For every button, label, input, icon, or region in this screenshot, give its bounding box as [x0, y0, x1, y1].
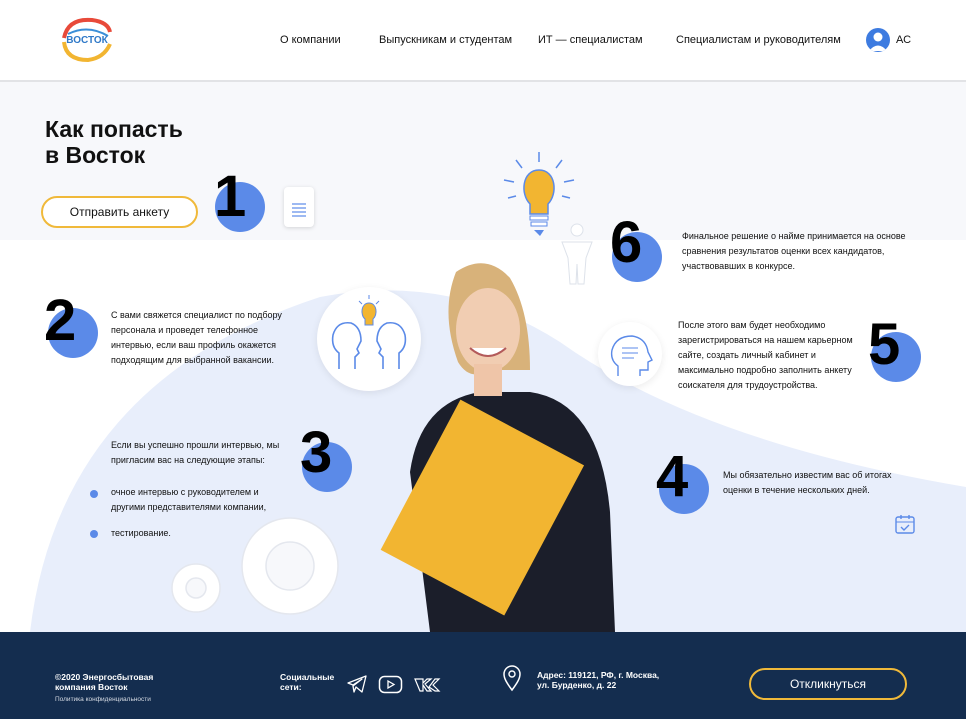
- step3-bullet-dot: [90, 530, 98, 538]
- step1-number: 1: [214, 164, 247, 229]
- step5-text: После этого вам будет необходимо зарегистрироваться на нашем карьерном сайте, создать личный кабинет и максимально подробно заполнить анкету соискателя для трудоустройства.: [678, 320, 853, 390]
- step6-text: Финальное решение о найме принимается на основе сравнения результатов оценки всех кандидатов, участвовавших в конкурсе.: [682, 231, 906, 271]
- company-logo[interactable]: [58, 14, 116, 64]
- hero-section: [0, 82, 966, 632]
- user-initials[interactable]: АС: [896, 34, 912, 46]
- step5-number: 5: [868, 312, 901, 377]
- step3-bullet-dot: [90, 490, 98, 498]
- site-header: [0, 0, 966, 82]
- step6-number: 6: [610, 210, 643, 275]
- nav-graduates[interactable]: Выпускникам и студентам: [379, 34, 513, 46]
- address: Адрес: 119121, РФ, г. Москва, ул. Бурденко, д. 22: [537, 670, 660, 690]
- head-profile-icon: [598, 322, 662, 386]
- woman-photo: [370, 252, 620, 632]
- step4-number: 4: [656, 444, 689, 509]
- user-icon[interactable]: [866, 28, 890, 52]
- logo-text: ВОСТОК: [66, 35, 108, 46]
- copyright: ©2020 Энергосбытовая компания Восток: [55, 672, 154, 692]
- telegram-icon[interactable]: [346, 674, 368, 694]
- respond-button[interactable]: Откликнуться: [749, 668, 907, 700]
- step2-number: 2: [44, 288, 77, 353]
- document-icon: [284, 187, 314, 227]
- site-footer: [0, 632, 966, 719]
- nav-about[interactable]: О компании: [280, 34, 341, 46]
- location-pin-icon: [502, 664, 522, 692]
- user-menu[interactable]: [866, 28, 911, 52]
- vk-icon[interactable]: [413, 677, 441, 693]
- gears-icon: [166, 510, 356, 632]
- step4-text: Мы обязательно известим вас об итогах оценки в течение нескольких дней.: [723, 470, 892, 495]
- page-title: Как попасть в Восток: [45, 116, 183, 168]
- step3-bullet-2: тестирование.: [111, 528, 171, 538]
- step3-text: Если вы успешно прошли интервью, мы пригласим вас на следующие этапы:: [111, 440, 280, 465]
- social-label: Социальные сети:: [280, 672, 335, 692]
- apply-button[interactable]: Отправить анкету: [41, 196, 198, 228]
- youtube-icon[interactable]: [378, 675, 403, 694]
- calendar-check-icon: [894, 513, 916, 535]
- privacy-link[interactable]: Политика конфиденциальности: [55, 696, 151, 703]
- step3-number: 3: [300, 420, 333, 485]
- nav-specialists[interactable]: Специалистам и руководителям: [676, 34, 841, 46]
- nav-it[interactable]: ИТ — специалистам: [538, 34, 643, 46]
- step3-bullet-1: очное интервью с руководителем и другими представителями компании,: [111, 487, 267, 512]
- step2-text: С вами свяжется специалист по подбору персонала и проведет телефонное интервью, если ваш профиль окажется подходящим для выбранной вакансии.: [111, 310, 282, 365]
